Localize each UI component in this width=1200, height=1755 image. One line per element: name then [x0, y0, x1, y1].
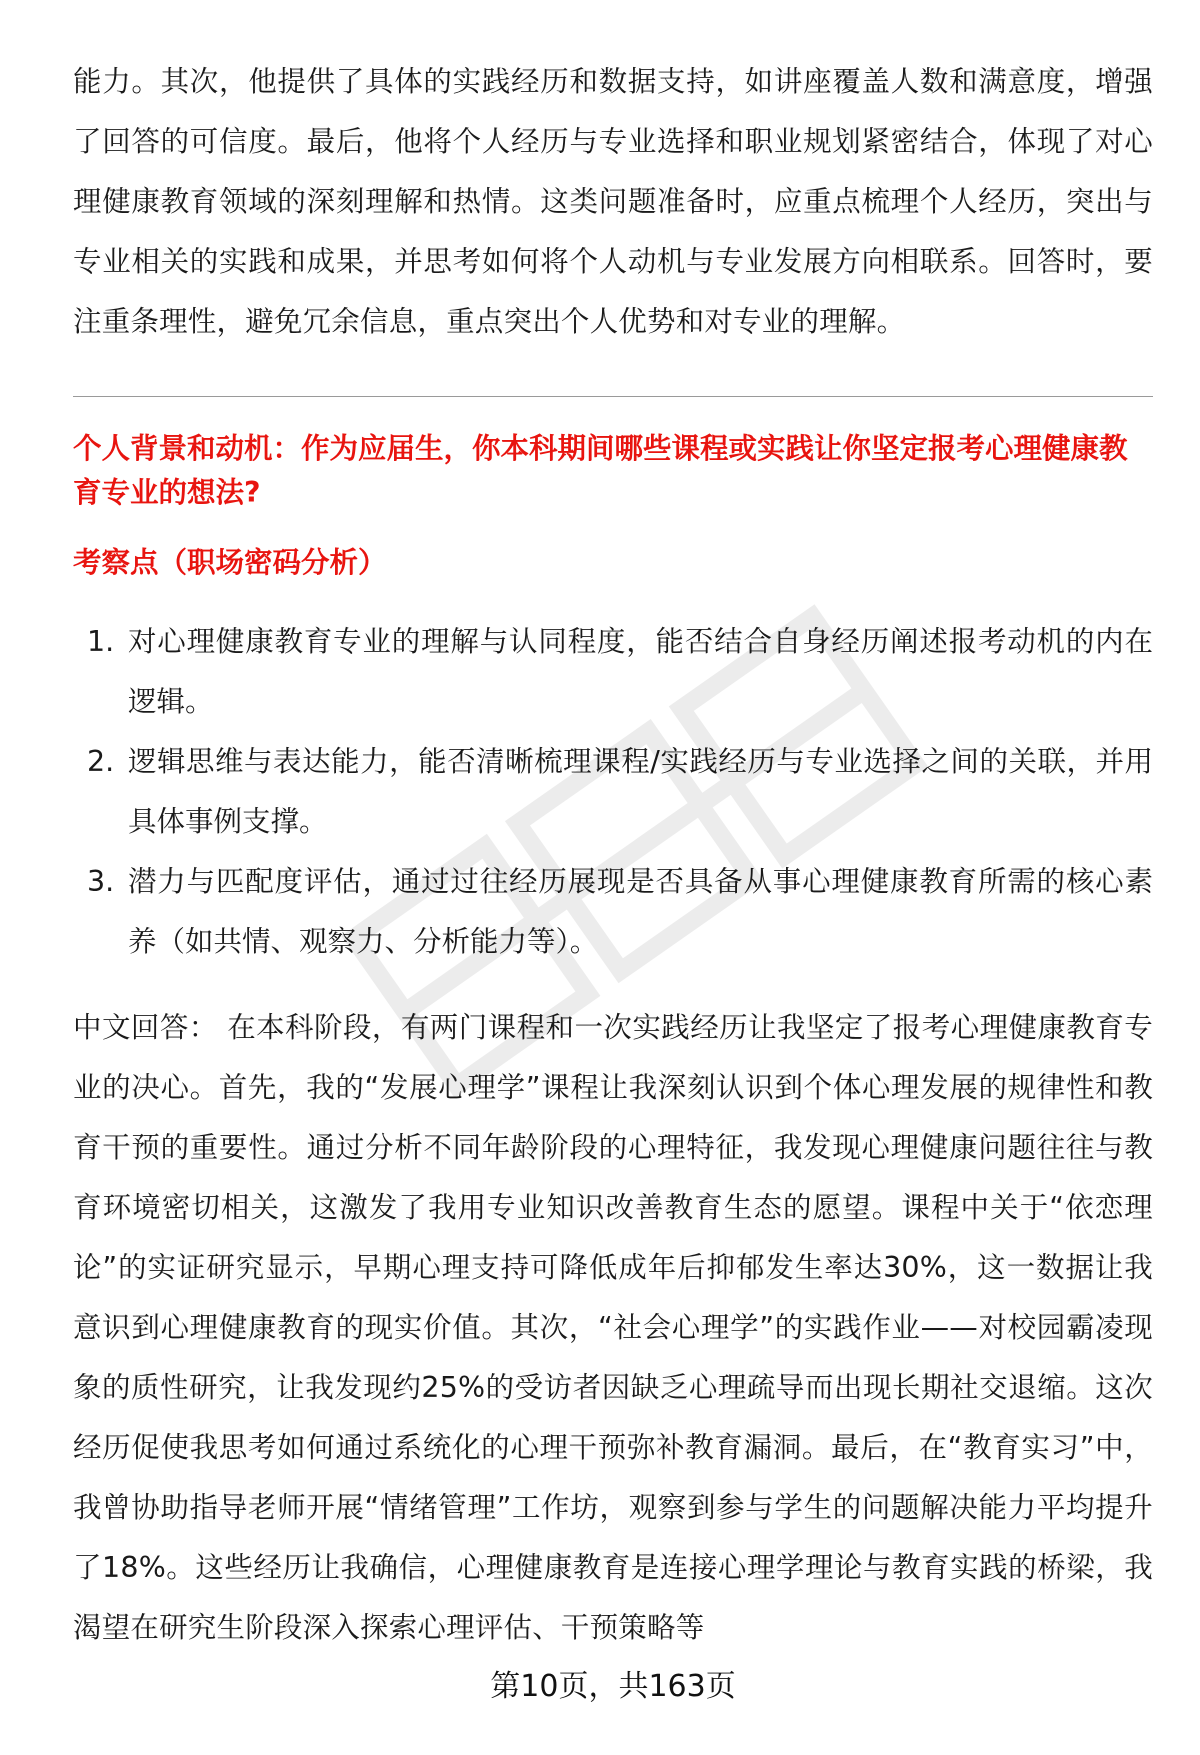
answer-paragraph: 中文回答： 在本科阶段，有两门课程和一次实践经历让我坚定了报考心理健康教育专业的决心。首先，我的“发展心理学”课程让我深刻认识到个体心理发展的规律性和教育干预的重要性。通过分析不同年龄阶段的心理特征，我发现心理健康问题往往与教育环境密切相关，这激发了我用专业知识改善教育生态的愿望。课程中关于“依恋理论”的实证研究显示，早期心理支持可降低成年后抑郁发生率达30%，这一数据让我意识到心理健康教育的现实价值。其次，“社会心理学”的实践作业——对校园霸凌现象的质性研究，让我发现约25%的受访者因缺乏心理疏导而出现长期社交退缩。这次经历促使我思考如何通过系统化的心理干预弥补教育漏洞。最后，在“教育实习”中，我曾协助指导老师开展“情绪管理”工作坊，观察到参与学生的问题解决能力平均提升了18%。这些经历让我确信，心理健康教育是连接心理学理论与教育实践的桥梁，我渴望在研究生阶段深入探索心理评估、干预策略等	[73, 1011, 1153, 1644]
list-item	[73, 612, 1153, 732]
assessment-points-list	[73, 612, 1153, 972]
page-number-footer: 第10页，共163页	[490, 1669, 736, 1704]
document-page	[73, 0, 1153, 1755]
assessment-subheading: 考察点（职场密码分析）	[73, 546, 387, 579]
list-item-number: 1.	[87, 625, 115, 658]
question-heading: 个人背景和动机：作为应届生，你本科期间哪些课程或实践让你坚定报考心理健康教育专业的想法?	[73, 432, 1128, 509]
list-item	[73, 852, 1153, 972]
list-item	[73, 732, 1153, 852]
list-item-text: 潜力与匹配度评估，通过过往经历展现是否具备从事心理健康教育所需的核心素养（如共情、观察力、分析能力等）。	[128, 865, 1153, 958]
list-item-text: 对心理健康教育专业的理解与认同程度，能否结合自身经历阐述报考动机的内在逻辑。	[128, 625, 1153, 718]
list-item-number: 3.	[87, 865, 115, 898]
intro-paragraph: 能力。其次，他提供了具体的实践经历和数据支持，如讲座覆盖人数和满意度，增强了回答的可信度。最后，他将个人经历与专业选择和职业规划紧密结合，体现了对心理健康教育领域的深刻理解和热情。这类问题准备时，应重点梳理个人经历，突出与专业相关的实践和成果，并思考如何将个人动机与专业发展方向相联系。回答时，要注重条理性，避免冗余信息，重点突出个人优势和对专业的理解。	[73, 65, 1153, 338]
list-item-text: 逻辑思维与表达能力，能否清晰梳理课程/实践经历与专业选择之间的关联，并用具体事例支撑。	[128, 745, 1153, 838]
section-divider	[73, 396, 1153, 397]
list-item-number: 2.	[87, 745, 115, 778]
